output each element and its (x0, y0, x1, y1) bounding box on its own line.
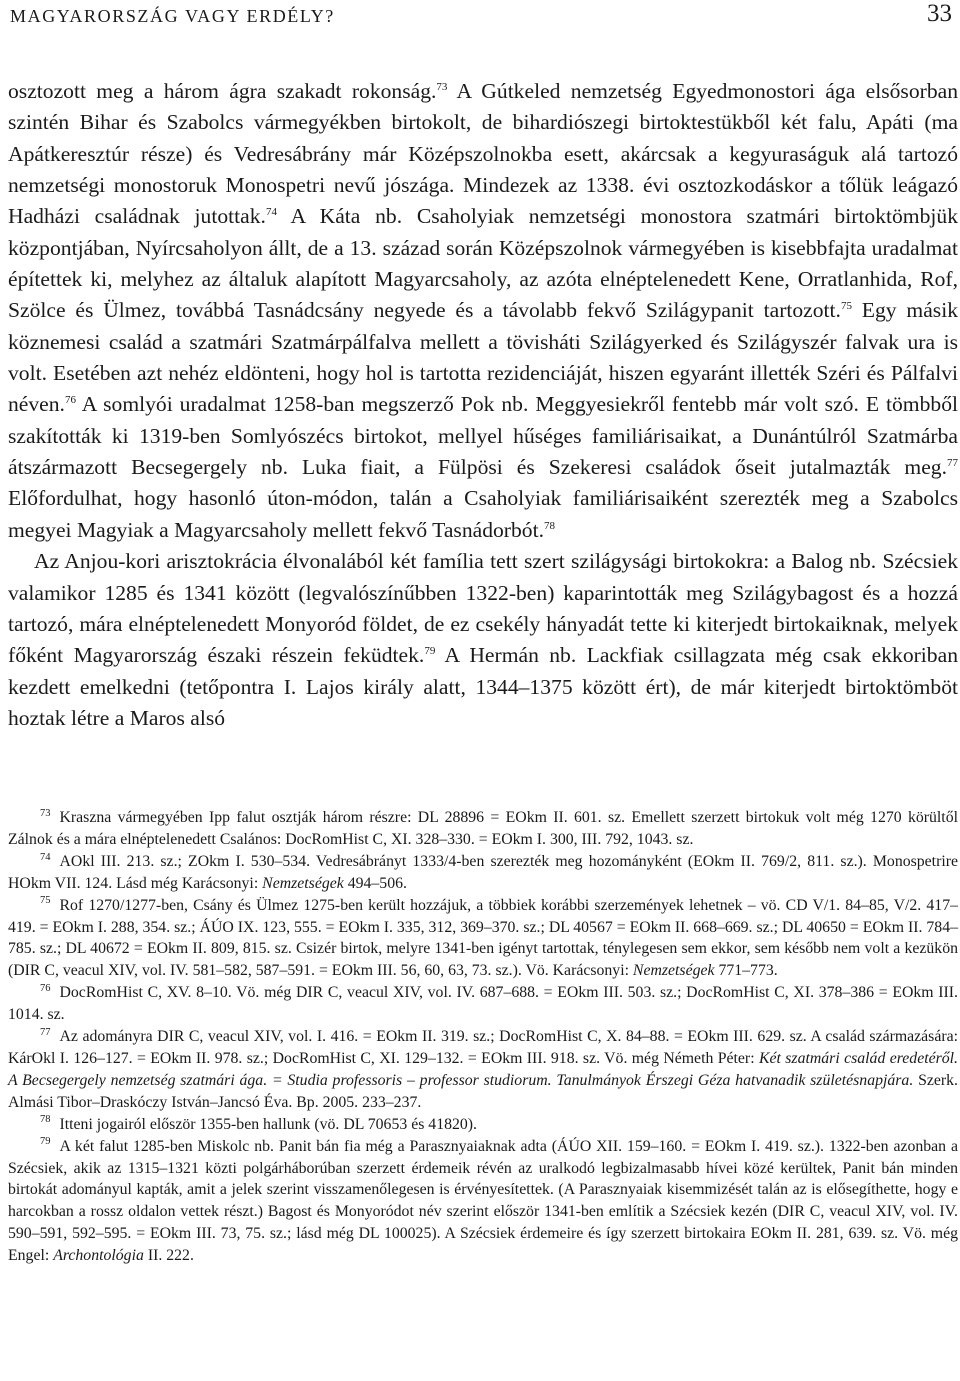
body-text (8, 76, 958, 734)
footnote-number: 74 (40, 851, 51, 863)
paragraph (8, 546, 958, 734)
footnote-number: 78 (40, 1114, 51, 1126)
text-run: osztozott meg a három ágra szakadt rokonság. (8, 79, 437, 103)
text-run: A Gútkeled nemzetség Egyedmonostori ága elsősorban szintén Bihar és Szabolcs vármegyékben birtokolt, de bihardiószegi birtoktestükből két falu, Apáti (ma Apátkeresztúr része) és Vedresábrány már Középszolnokba esett, akárcsak a kegyuraságuk alá tartozó nemzetségi monostoruk Monospetri nevű jószága. Mindezek az 1338. évi osztozkodáskor a tőlük leágazó Hadházi családnak jutottak. (8, 79, 958, 229)
text-run: Előfordulhat, hogy hasonló úton-módon, talán a Csaholyiak familiárisaiként szerezték meg a Szabolcs megyei Magyiak a Magyarcsaholy mellett fekvő Tasnádorbót. (8, 486, 958, 542)
text-run: A somlyói uradalmat 1258-ban megszerző Pok nb. Meggyesiekről fentebb már volt szó. E tömbből szakították ki 1319-ben Somlyószécs birtokot, mellyel hűséges familiárisaikat, a Dunántúlról Szatmárba átszármazott Becsegergely nb. Luka fiait, a Fülpösi és Szekeresi családok őseit jutalmazták meg. (8, 392, 958, 480)
text-run: Az adományra DIR C, veacul XIV, vol. I. 416. = EOkm II. 319. sz.; DocRomHist C, X. 84–88. = EOkm III. 629. sz. A család származására: KárOkl I. 126–127. = EOkm II. 978. sz.; DocRomHist C, XI. 129–132. = EOkm III. 918. sz. Vö. még Németh Péter: (8, 1028, 958, 1067)
page-number: 33 (927, 0, 952, 27)
footnote (8, 1026, 958, 1114)
paragraph (8, 76, 958, 546)
text-run: DocRomHist C, XV. 8–10. Vö. még DIR C, veacul XIV, vol. IV. 687–688. = EOkm III. 503. sz.; DocRomHist C, XI. 378–386 = EOkm III. 1014. sz. (8, 984, 958, 1024)
italic-title: Két szatmári család eredetéről. A Becsegergely nemzetség szatmári ága. = Studia professoris – professor studiorum. Tanulmányok Érszegi Géza hatvanadik születésnapjára. (8, 1049, 958, 1089)
text-run: A Káta nb. Csaholyiak nemzetségi monostora szatmári birtoktömbjük központjában, Nyírcsaholyon állt, de a 13. század során Középszolnok vármegyében is kisebbfajta uradalmat építettek ki, melyhez az általuk alapított Magyarcsaholy, az azóta elnéptelenedett Kene, Orratlanhida, Rof, Szölce és Ülmez, továbbá Tasnádcsány negyede és a távolabb fekvő Szilágypanit tartozott. (8, 204, 958, 323)
text-run: Szerk. Almási Tibor–Draskóczy István–Jancsó Éva. Bp. 2005. 233–237. (8, 1071, 958, 1111)
text-run: II. 222. (143, 1247, 194, 1265)
page-header (0, 0, 960, 40)
footnote-ref: 73 (436, 80, 448, 93)
text-run: Az Anjou-kori arisztokrácia élvonalából két família tett szert szilágysági birtokokra: a Balog nb. Szécsiek valamikor 1285 és 1341 között (legvalószínűbben 1322-ben) kaparintották meg Szilágybagost és a hozzá tartozó, mára elnéptelenedett Monyoród földet, de ez csekély hányadát tette ki kiterjedt birtokaiknak, melyek főként Magyarország északi részein feküdtek. (8, 549, 958, 668)
footnote-ref: 77 (947, 456, 958, 469)
footnote (8, 807, 958, 851)
text-run: Kraszna vármegyében Ipp falut osztják három részre: DL 28896 = EOkm II. 601. sz. Emellett szerzett birtokuk volt még 1270 körültől Zálnok és a mára elnéptelenedett Csalános: DocRomHist C, XI. 328–330. = EOkm I. 300, III. 792, 1043. sz. (8, 809, 958, 848)
text-run: Egy másik köznemesi család a szatmári Szatmárpálfalva mellett a tövisháti Szilágyerked és Szilágyszér falvak ura is volt. Esetében azt nehéz eldönteni, hogy hol is tartotta rezidenciáját, hiszen egyaránt illették Széri és Pálfalvi néven. (8, 298, 958, 417)
text-run: 771–773. (714, 962, 778, 980)
footnote (8, 1136, 958, 1267)
footnote-ref: 75 (840, 300, 852, 313)
footnote-ref: 76 (64, 394, 76, 407)
running-title: MAGYARORSZÁG VAGY ERDÉLY? (10, 6, 335, 26)
text-run: AOkl III. 213. sz.; ZOkm I. 530–534. Vedresábrányt 1333/4-ben szerezték meg hozományként (EOkm II. 769/2, 811. sz.). Monospetrire HOkm VII. 124. Lásd még Karácsonyi: (8, 852, 958, 892)
footnotes (8, 807, 958, 1267)
footnote-number: 73 (40, 807, 51, 819)
footnote-number: 79 (40, 1136, 51, 1148)
italic-title: Archontológia (53, 1247, 144, 1265)
footnote-ref: 79 (424, 645, 436, 657)
footnote (8, 982, 958, 1026)
footnote (8, 1114, 958, 1136)
footnote-number: 75 (40, 895, 51, 907)
footnote (8, 851, 958, 895)
footnote (8, 895, 958, 983)
text-run: A Hermán nb. Lackfiak csillagzata még csak ekkoriban kezdett emelkedni (tetőpontra I. Lajos király alatt, 1344–1375 között ért), de már kiterjedt birtoktömböt hoztak létre a Maros alsó (8, 643, 958, 730)
text-run: Rof 1270/1277-ben, Csány és Ülmez 1275-ben került hozzájuk, a többiek korábbi szerzemények lehetnek – vö. CD V/1. 84–85, V/2. 417–419. = EOkm I. 288, 354. sz.; ÁÚO IX. 123, 555. = EOkm I. 335, 312, 369–370. sz.; DL 40567 = EOkm II. 668–669. sz.; DL 40650 = EOkm II. 784–785. sz.; DL 40672 = EOkm II. 809, 815. sz. Csizér birtok, melyre 1341-ben igényt tartottak, ténylegesen sem ekkor, sem később nem volt a kezükön (DIR C, veacul XIV, vol. IV. 581–582, 587–591. = EOkm III. 56, 60, 63, 73. sz.). Vö. Karácsonyi: (8, 896, 958, 980)
text-run: 494–506. (343, 874, 407, 892)
italic-title: Nemzetségek (262, 874, 344, 892)
italic-title: Nemzetségek (632, 962, 715, 980)
footnote-number: 77 (40, 1026, 51, 1038)
footnote-ref: 78 (543, 519, 555, 532)
footnote-number: 76 (40, 982, 51, 994)
text-run: Itteni jogairól először 1355-ben hallunk (vö. DL 70653 és 41820). (59, 1115, 478, 1133)
footnote-ref: 74 (265, 206, 277, 219)
text-run: A két falut 1285-ben Miskolc nb. Panit bán fia még a Parasznyaiaknak adta (ÁÚO XII. 159–160. = EOkm I. 419. sz.). 1322-ben azonban a Szécsiek, akik az 1315–1321 közti polgárháborúban szerzett érdemeik révén az uralkodó legbizalmasabb hívei közé kerültek, Panit bán minden birtokát adományul kapták, amit a jelek szerint visszamenőlegesen is érvényesítettek. (A Parasznyaiak kisemmizését talán az is elősegíthette, hogy e harcokban a rossz oldalon vettek részt.) Bagost és Monyoródot név szerint először 1341-ben említik a Szécsiek kezén (DIR C, veacul XIV, vol. IV. 590–591, 592–595. = EOkm III. 73, 75. sz.; lásd még DL 100025). A Szécsiek érdemeire és így szerzett birtokaira EOkm II. 281, 639. sz. Vö. még Engel: (8, 1137, 958, 1265)
